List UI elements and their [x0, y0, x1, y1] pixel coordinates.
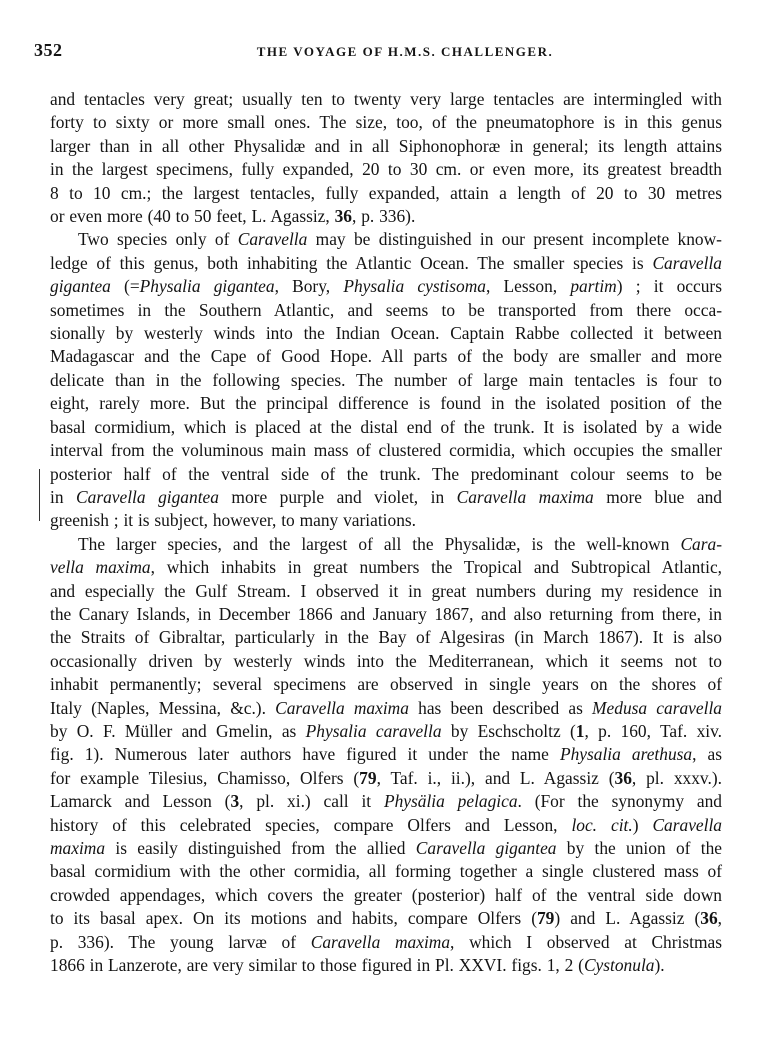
text-line: and especially the Gulf Stream. I observed it in great numbers during my residence in	[50, 580, 722, 601]
running-title: THE VOYAGE OF H.M.S. CHALLENGER.	[256, 44, 554, 59]
paragraph-1	[50, 88, 722, 228]
text-line: in the largest specimens, fully expanded, 20 to 30 cm. or even more, its greatest breadth	[50, 159, 722, 180]
text-line: Two species only of Caravella may be distinguished in our present incomplete know-	[78, 229, 722, 250]
text-line: Lamarck and Lesson (3, pl. xi.) call it Physälia pelagica. (For the synonymy and	[50, 791, 722, 812]
text-line: occasionally driven by westerly winds into the Mediterranean, which it seems not to	[50, 650, 722, 671]
text-line: sometimes in the Southern Atlantic, and seems to be transported from there occa-	[50, 299, 722, 320]
text-line: vella maxima, which inhabits in great numbers the Tropical and Subtropical Atlantic,	[50, 557, 723, 578]
text-line: 1866 in Lanzerote, are very similar to those figured in Pl. XXVI. figs. 1, 2 (Cystonula).	[50, 955, 665, 976]
text-line: eight, rarely more. But the principal difference is found in the isolated position of the	[50, 393, 722, 414]
text-line: and tentacles very great; usually ten to twenty very large tentacles are intermingled with	[50, 89, 722, 109]
text-line: crowded appendages, which covers the greater (posterior) half of the ventral side down	[50, 884, 722, 905]
text-line: forty to sixty or more small ones. The size, too, of the pneumatophore is in this genus	[50, 112, 722, 133]
paragraph-3	[50, 533, 722, 978]
text-line: sionally by westerly winds into the Indian Ocean. Captain Rabbe collected it between	[50, 323, 722, 344]
page-number: 352	[34, 40, 63, 60]
text-line: to its basal apex. On its motions and habits, compare Olfers (79) and L. Agassiz (36,	[50, 908, 722, 929]
text-line: interval from the voluminous main mass of clustered cormidia, which occupies the smaller	[50, 440, 722, 461]
text-line: posterior half of the ventral side of the trunk. The predominant colour seems to be	[50, 463, 722, 484]
text-line: gigantea (=Physalia gigantea, Bory, Physalia cystisoma, Lesson, partim) ; it occurs	[50, 276, 722, 297]
text-line: Madagascar and the Cape of Good Hope. All parts of the body are smaller and more	[50, 346, 722, 367]
text-line: in Caravella gigantea more purple and violet, in Caravella maxima more blue and	[50, 486, 723, 507]
text-line: delicate than in the following species. The number of large main tentacles is four to	[50, 369, 722, 390]
text-line: inhabit permanently; several specimens are observed in single years on the shores of	[50, 674, 722, 695]
text-line: history of this celebrated species, compare Olfers and Lesson, loc. cit.) Caravella	[50, 814, 722, 835]
text-line: basal cormidium with the other cormidia, all forming together a single clustered mass of	[50, 861, 722, 882]
text-line: 8 to 10 cm.; the largest tentacles, fully expanded, attain a length of 20 to 30 metres	[50, 182, 722, 203]
text-line: by O. F. Müller and Gmelin, as Physalia caravella by Eschscholtz (1, p. 160, Taf. xiv.	[50, 720, 723, 741]
text-line: or even more (40 to 50 feet, L. Agassiz, 36, p. 336).	[50, 206, 416, 227]
text-line: the Canary Islands, in December 1866 and January 1867, and also returning from there, in	[50, 603, 722, 624]
body-text	[50, 88, 722, 977]
text-line: The larger species, and the largest of all the Physalidæ, is the well-known Cara-	[78, 533, 722, 554]
paragraph-2	[50, 228, 722, 532]
text-line: p. 336). The young larvæ of Caravella maxima, which I observed at Christmas	[50, 931, 722, 952]
text-line: for example Tilesius, Chamisso, Olfers (79, Taf. i., ii.), and L. Agassiz (36, pl. xxxv.).	[50, 767, 722, 788]
margin-mark	[39, 469, 40, 521]
text-line: ledge of this genus, both inhabiting the Atlantic Ocean. The smaller species is Caravella	[50, 252, 722, 273]
text-line: maxima is easily distinguished from the allied Caravella gigantea by the union of the	[50, 838, 722, 858]
text-line: basal cormidium, which is placed at the distal end of the trunk. It is isolated by a wide	[50, 416, 722, 437]
text-line: larger than in all other Physalidæ and in all Siphonophoræ in general; its length attains	[50, 135, 722, 156]
text-line: greenish ; it is subject, however, to many variations.	[50, 510, 417, 531]
text-line: Italy (Naples, Messina, &c.). Caravella maxima has been described as Medusa caravella	[50, 697, 722, 718]
text-line: fig. 1). Numerous later authors have figured it under the name Physalia arethusa, as	[50, 744, 723, 765]
text-line: the Straits of Gibraltar, particularly in the Bay of Algesiras (in March 1867). It is also	[50, 627, 722, 648]
